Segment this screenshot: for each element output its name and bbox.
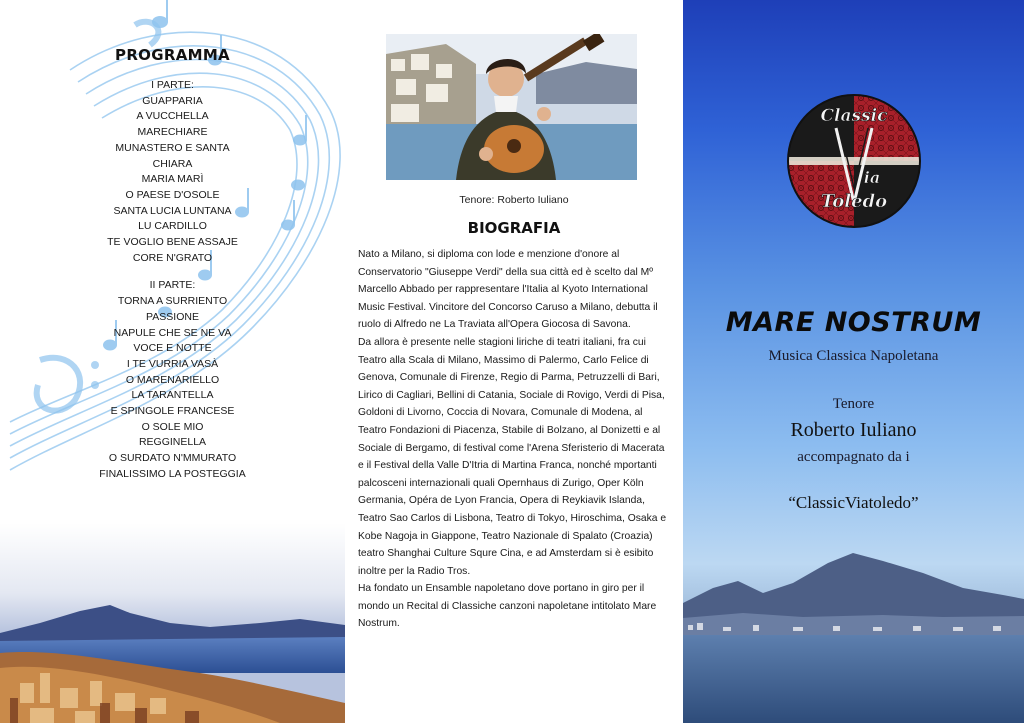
program-item: MARECHIARE	[137, 126, 208, 139]
tenor-photo	[386, 34, 637, 180]
program-spacer	[0, 266, 345, 278]
role-label: Tenore	[832, 396, 875, 412]
biography-paragraph: Ha fondato un Ensamble napoletano dove portano in giro per il mondo un Recital di Classiche canzoni napoletane intitolato Mare Nostrum.	[358, 583, 657, 630]
biography-title: BIOGRAFIA	[467, 219, 561, 237]
part1-heading: I PARTE:	[151, 79, 194, 91]
program-panel	[0, 0, 345, 723]
program-item: LU CARDILLO	[138, 220, 207, 233]
program-title: PROGRAMMA	[115, 46, 230, 64]
program-item: TE VOGLIO BENE ASSAJE	[107, 236, 238, 249]
program-item: TORNA A SURRIENTO	[117, 295, 228, 308]
program-item: NAPULE CHE SE NE VA	[113, 326, 232, 339]
program-item: MARIA MARÌ	[141, 173, 204, 186]
logo-text-ia: ia	[863, 168, 881, 187]
program-item: VOCE E NOTTE	[133, 342, 212, 355]
cover-panel	[683, 0, 1024, 723]
ensemble-name: “ClassicViatoledo”	[788, 493, 919, 512]
event-subtitle: Musica Classica Napoletana	[768, 348, 939, 364]
program-item: O SOLE MIO	[141, 420, 204, 433]
program-item: GUAPPARIA	[142, 94, 203, 107]
naples-city-image	[0, 523, 345, 723]
program-item: A VUCCHELLA	[136, 110, 209, 123]
program-item: CHIARA	[152, 157, 193, 170]
program-item: FINALISSIMO LA POSTEGGIA	[99, 467, 246, 480]
logo-text-classic: Classic	[820, 106, 888, 126]
biography-paragraph: Da allora è presente nelle stagioni liriche di teatri italiani, fra cui Teatro alla Scala di Milano, Massimo di Palermo, Carlo Felice di Genova, Comunale di Firenze, Regio di Parma, Petruzzelli di Bari, Lirico di Cagliari, Bellini di Catania, Sociale di Rovigo, Verdi di Pisa, Goldoni di Livorno, Coccia di Novara, Comunale di Modena, al Teatro Fondazioni di Piacenza, Stabile di Bolzano, al Donizetti e al Sociale di Bergamo, di festival come l'Arena Sferisterio di Macerata e il Festival della Valle D'Itria di Martina Franca, nonché mportanti palcosceni internazionali quali Opernhaus di Zurigo, Oper Köln Germania, Opéra de Lyon Francia, Opera di Reykiavik Islanda, Teatro Sao Carlos di Lisbona, Teatro di Tokyo, Hiroschima, Osaka e Kobe Nagoja in Giappone, Teatro Nazionale di Spalato (Croazia) teatro Shanghai Culture Squre Cina, e ad Amsterdam si è esibito inoltre per la Radio Tros.	[358, 336, 667, 577]
biography-paragraph: Nato a Milano, si diploma con lode e menzione d'onore al Conservatorio "Giuseppe Verdi" della sua città ed è scelto dal Mº Marcello Abbado per rappresentare l'Italia al Kyoto International Music Festival. Vincitore del Concorso Caruso a Milano, debutta il ruolo di Alfredo ne La Traviata all'Opera Giocosa di Savona.	[358, 249, 658, 331]
program-item: E SPINGOLE FRANCESE	[110, 405, 235, 418]
program-item: REGGINELLA	[138, 436, 207, 449]
biography-panel	[345, 0, 683, 723]
program-item: I TE VURRIA VASÀ	[126, 357, 219, 370]
program-item: O SURDATO N'MMURATO	[108, 452, 237, 465]
vesuvio-bay-image	[683, 543, 1024, 723]
program-item: MUNASTERO E SANTA	[115, 141, 230, 154]
program-item: PASSIONE	[146, 310, 199, 323]
program-list	[0, 78, 345, 483]
accompanied-label: accompagnato da i	[797, 449, 910, 465]
photo-caption: Tenore: Roberto Iuliano	[459, 194, 569, 206]
artist-name: Roberto Iuliano	[790, 419, 917, 441]
program-item: LA TARANTELLA	[131, 389, 214, 402]
program-item: CORE N'GRATO	[132, 251, 213, 264]
classic-via-toledo-logo	[786, 93, 922, 229]
program-item: O PAESE D'OSOLE	[125, 188, 220, 201]
event-title: MARE NOSTRUM	[725, 307, 982, 338]
program-item: SANTA LUCIA LUNTANA	[113, 204, 232, 217]
logo-text-toledo: Toledo	[820, 191, 888, 212]
part2-heading: II PARTE:	[149, 279, 196, 292]
program-item: O MARENARIELLO	[125, 373, 220, 386]
biography-text	[358, 246, 670, 633]
